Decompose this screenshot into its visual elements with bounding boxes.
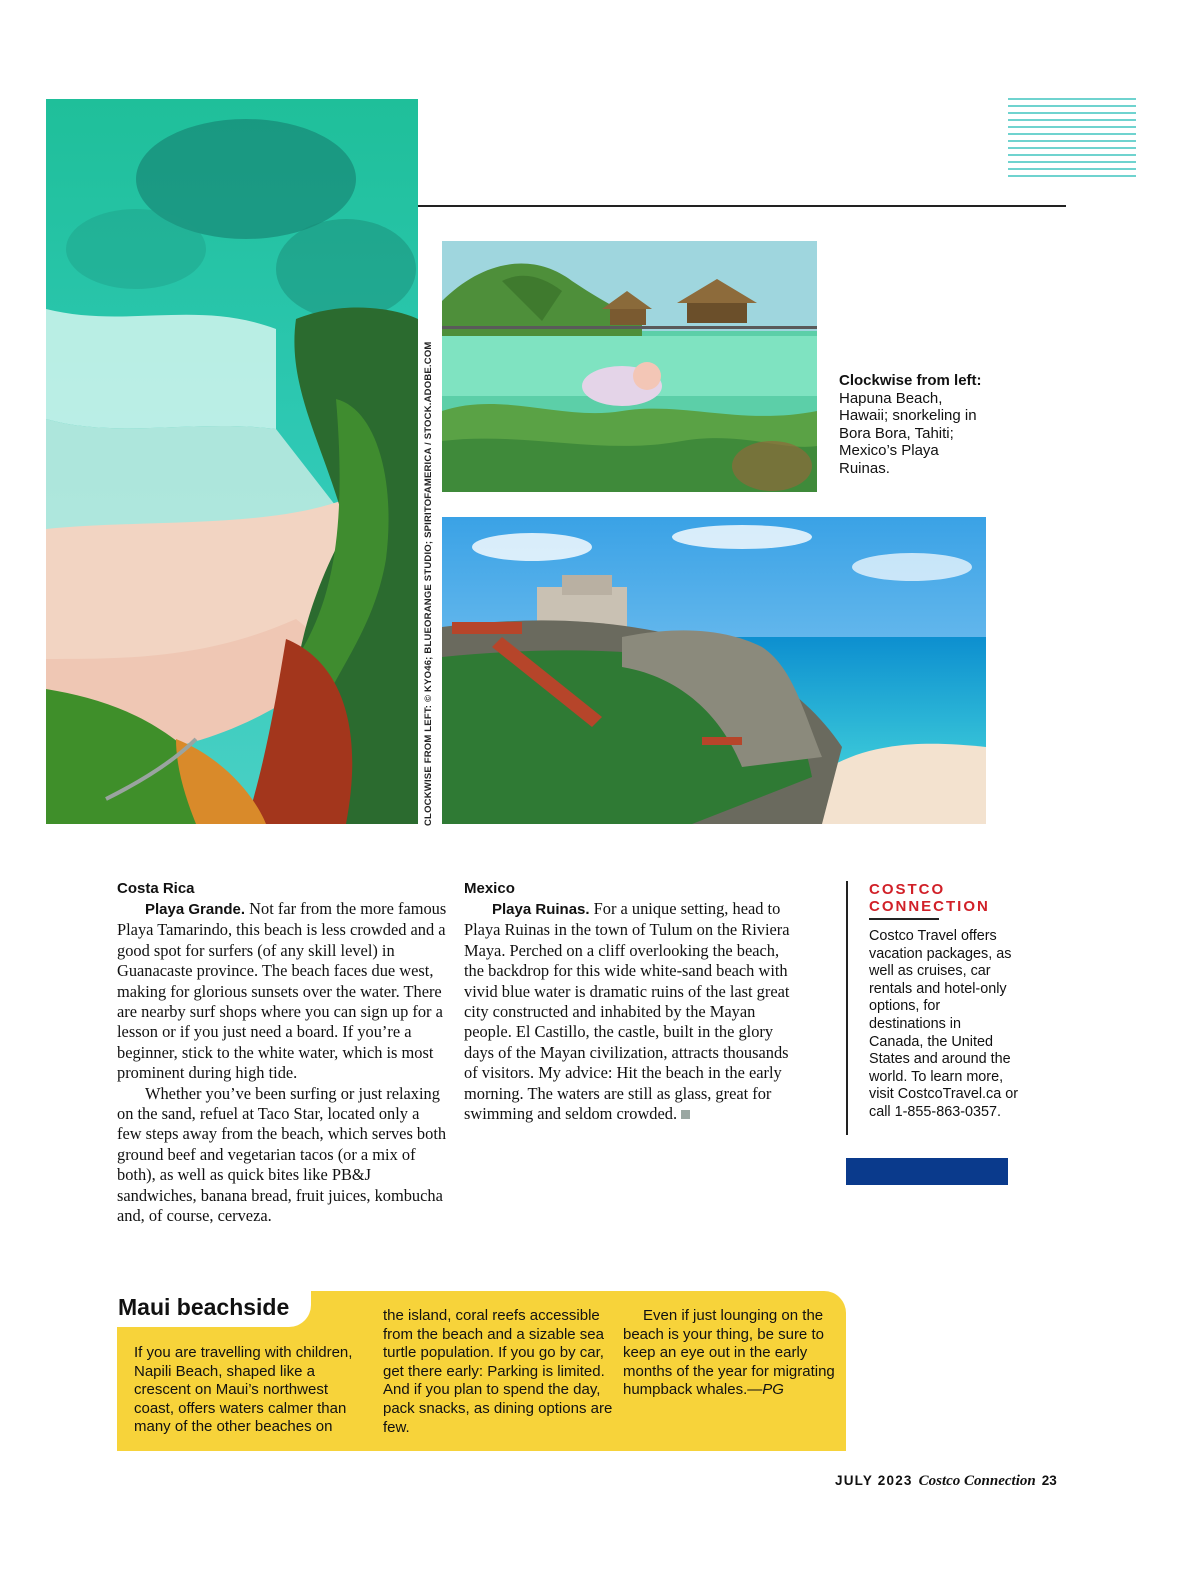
column-costa-rica [117,879,447,1227]
section-heading-costa-rica: Costa Rica [117,880,195,897]
maui-column-2: the island, coral reefs accessible from the beach and a sizable sea turtle population. If you go by car, get there early: Parking is limited. And if you plan to spend the day, pack snacks, as dining options are few. [383,1307,613,1436]
caption-lead: Clockwise from left: [839,372,982,389]
paragraph-text: Not far from the more famous Playa Tamarindo, this beach is less crowded and a good spot for surfers (of any skill level) in Guanacaste province. The beach faces due west, making for glorious sunsets over the water. There are nearby surf shops where you can sign up for a lesson or if you just need a board. If you’re a beginner, stick to the white water, which is most prominent during high tide. [117,899,447,1083]
maui-column-1: If you are travelling with children, Napili Beach, shaped like a crescent on Maui’s northwest coast, offers waters calmer than many of the other beaches on [134,1344,353,1436]
maui-column-3-text: Even if just lounging on the beach is your thing, be sure to keep an eye out in the early months of the year for migrating humpback whales. [623,1307,835,1399]
paragraph [464,899,794,1124]
lead-in-playa-grande: Playa Grande. [145,901,246,918]
page-footer [835,1473,1075,1490]
author-signature: —PG [747,1381,784,1399]
photo-credit: CLOCKWISE FROM LEFT: © KYO46; BLUEORANGE STUDIO; SPIRITOFAMERICA / STOCK.ADOBE.COM [423,341,434,826]
paragraph: Whether you’ve been surfing or just relaxing on the sand, refuel at Taco Star, located only a few steps away from the beach, which serves both ground beef and vegetarian tacos (or a mix of both), as well as quick bites like PB&J sandwiches, banana bread, fruit juices, kombucha and, of course, cerveza. [117,1083,447,1226]
page-number: 23 [1041,1473,1057,1488]
end-mark-icon [681,1110,690,1119]
sidebar-title [869,881,990,915]
paragraph [117,899,447,1084]
lead-in-playa-ruinas: Playa Ruinas. [492,901,590,918]
footer-date: JULY 2023 [835,1473,913,1488]
section-heading-mexico: Mexico [464,880,515,897]
footer-magazine: Costco Connection [918,1473,1036,1489]
paragraph-text: For a unique setting, head to Playa Ruinas in the town of Tulum on the Riviera Maya. Perched on a cliff overlooking the beach, the backdrop for this wide white-sand beach with vivid blue water is dramatic ruins of the last great city constructed and inhabited by the Mayan people. El Castillo, the castle, built in the glory days of the Mayan civilization, attracts thousands of visitors. My advice: Hit the beach in the early morning. The waters are still as glass, great for swimming and seldom crowded. [464,899,790,1124]
photo-hapuna-beach [46,99,418,824]
caption-text: Hapuna Beach, Hawaii; snorkeling in Bora Bora, Tahiti; Mexico’s Playa Ruinas. [839,389,977,477]
sidebar-color-bar [846,1158,1008,1185]
maui-title: Maui beachside [118,1294,290,1320]
column-mexico [464,879,794,1124]
sidebar-title-line2: CONNECTION [869,898,990,915]
top-rule [418,205,1066,207]
sidebar-rule [846,881,848,1135]
maui-column-3 [623,1307,835,1400]
sidebar-text: Costco Travel offers vacation packages, as well as cruises, car rentals and hotel-only options, for destinations in Canada, the United States and around the world. To learn more, visit CostcoTravel.ca or call 1-855-863-0357. [869,928,1019,1120]
decorative-stripes [1008,98,1136,182]
photo-caption [839,372,989,477]
sidebar-underline [869,918,939,920]
sidebar-title-line1: COSTCO [869,881,946,898]
